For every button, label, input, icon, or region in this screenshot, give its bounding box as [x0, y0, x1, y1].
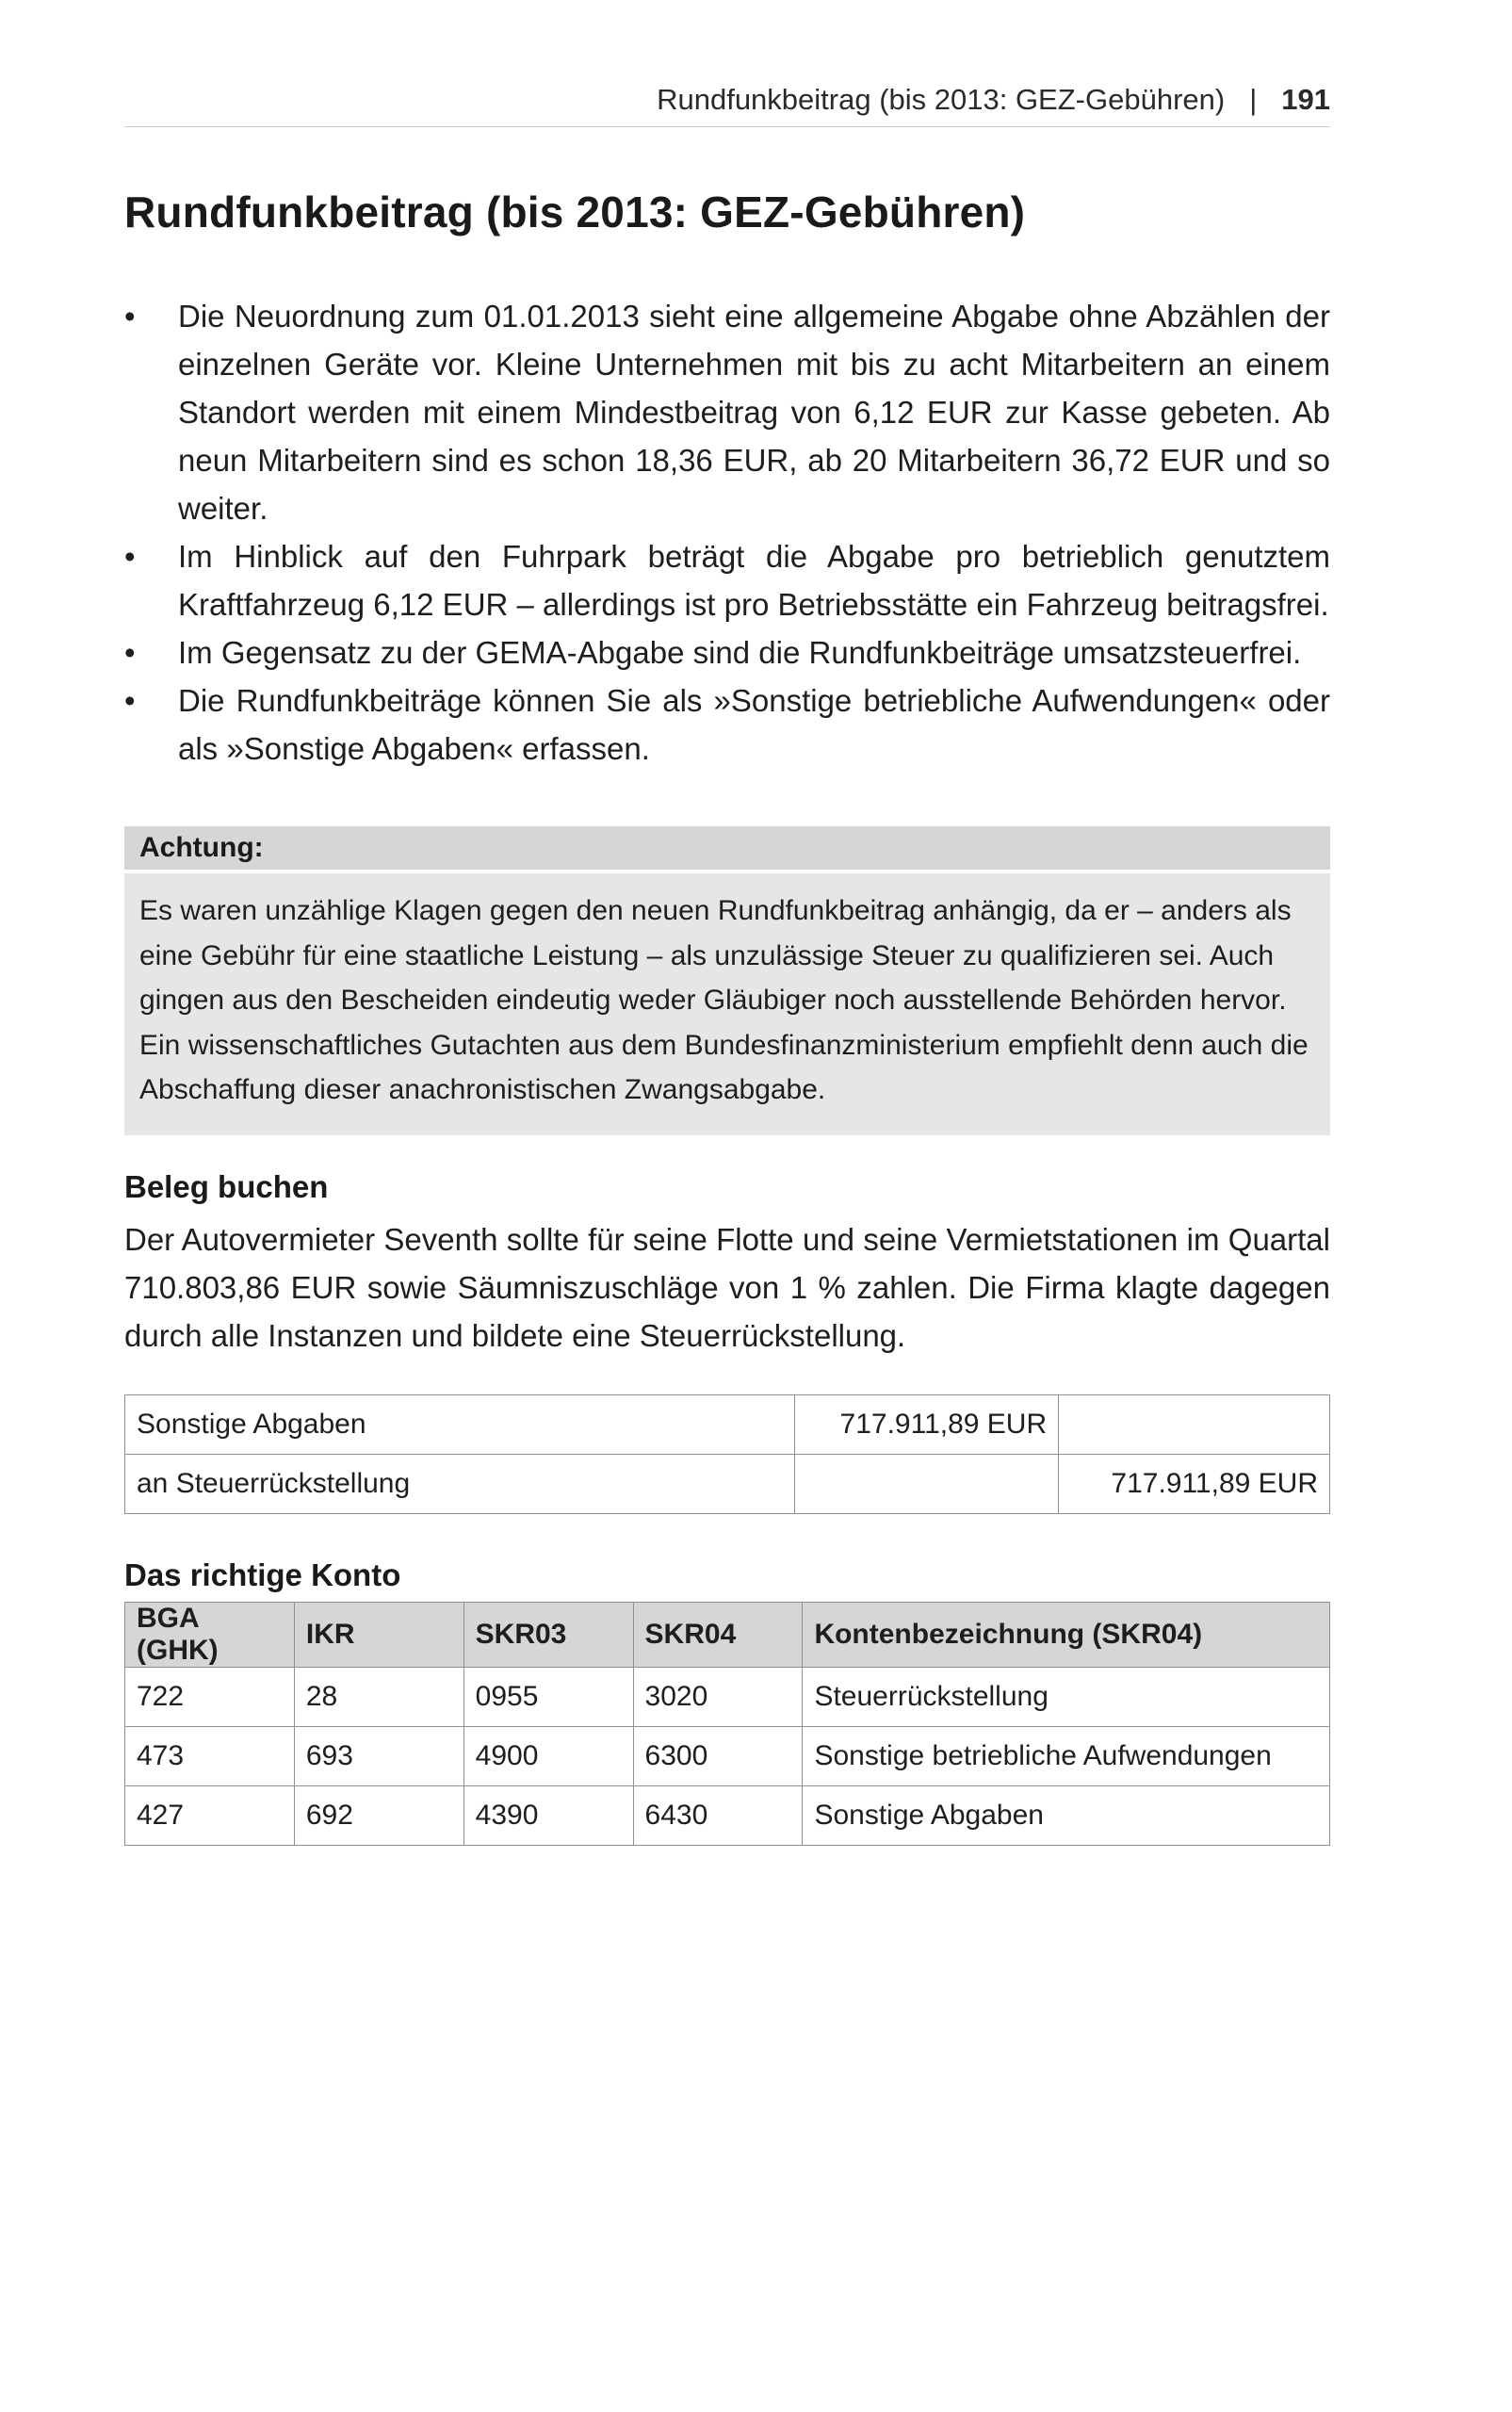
table-row — [125, 1455, 1330, 1514]
table-cell: Sonstige Abgaben — [803, 1786, 1330, 1846]
table-cell: 0955 — [463, 1668, 633, 1727]
booking-account: an Steuerrückstellung — [125, 1455, 795, 1514]
table-cell: 4900 — [463, 1727, 633, 1786]
booking-debit: 717.911,89 EUR — [795, 1395, 1059, 1455]
note-text: Es waren unzählige Klagen gegen den neuen Rundfunkbeitrag anhängig, da er – anders als eine Gebühr für eine staatliche Leistung – als unzulässige Steuer zu qualifizieren sei. Auch gingen aus den Bescheiden eindeutig weder Gläubiger noch ausstellende Behörden hervor. Ein wissenschaftliches Gutachten aus dem Bundesfinanzministerium empfiehlt denn auch die Abschaffung dieser anachronistischen Zwangsabgabe. — [124, 873, 1330, 1135]
bullet-text: Die Rundfunkbeiträge können Sie als »Sonstige betriebliche Aufwendungen« oder als »Sonstige Abgaben« erfassen. — [178, 683, 1330, 766]
table-cell: 473 — [125, 1727, 295, 1786]
running-header-separator: | — [1249, 83, 1258, 116]
konto-table — [124, 1602, 1330, 1846]
bullet-icon: • — [124, 539, 136, 574]
table-cell: 722 — [125, 1668, 295, 1727]
note-heading: Achtung: — [124, 826, 1330, 870]
bullet-text: Im Hinblick auf den Fuhrpark beträgt die Abgabe pro betrieblich genutztem Kraftfahrzeug 6,12 EUR – allerdings ist pro Betriebsstätte ein Fahrzeug beitragsfrei. — [178, 539, 1330, 622]
table-row — [125, 1786, 1330, 1846]
table-cell: 693 — [294, 1727, 463, 1786]
column-header: SKR04 — [633, 1603, 803, 1668]
bullet-list — [124, 292, 1330, 773]
bullet-item — [124, 532, 1330, 628]
booking-credit: 717.911,89 EUR — [1059, 1455, 1330, 1514]
bullet-icon: • — [124, 635, 136, 670]
bullet-icon: • — [124, 299, 136, 334]
column-header: IKR — [294, 1603, 463, 1668]
table-header-row — [125, 1603, 1330, 1668]
beleg-heading: Beleg buchen — [124, 1169, 329, 1204]
running-header-title: Rundfunkbeitrag (bis 2013: GEZ-Gebühren) — [657, 83, 1226, 116]
chapter-title: Rundfunkbeitrag (bis 2013: GEZ-Gebühren) — [124, 187, 1026, 236]
bullet-text: Die Neuordnung zum 01.01.2013 sieht eine allgemeine Abgabe ohne Abzählen der einzelnen Geräte vor. Kleine Unternehmen mit bis zu acht Mitarbeitern an einem Standort werden mit einem Mindestbeitrag von 6,12 EUR zur Kasse gebeten. Ab neun Mitarbeitern sind es schon 18,36 EUR, ab 20 Mitarbeitern 36,72 EUR und so weiter. — [178, 299, 1330, 526]
table-cell: 427 — [125, 1786, 295, 1846]
bullet-item — [124, 628, 1330, 676]
column-header: BGA (GHK) — [125, 1603, 295, 1668]
beleg-text: Der Autovermieter Seventh sollte für seine Flotte und seine Vermietstationen im Quartal 710.803,86 EUR sowie Säumniszuschläge von 1 % zahlen. Die Firma klagte dagegen durch alle Instanzen und bildete eine Steuerrückstellung. — [124, 1222, 1330, 1353]
column-header: SKR03 — [463, 1603, 633, 1668]
konto-heading: Das richtige Konto — [124, 1557, 401, 1592]
bullet-icon: • — [124, 683, 136, 718]
booking-credit — [1059, 1395, 1330, 1455]
bullet-item — [124, 676, 1330, 773]
table-cell: 692 — [294, 1786, 463, 1846]
booking-account: Sonstige Abgaben — [125, 1395, 795, 1455]
table-cell: 6300 — [633, 1727, 803, 1786]
bullet-text: Im Gegensatz zu der GEMA-Abgabe sind die Rundfunkbeiträge umsatzsteuerfrei. — [178, 635, 1302, 670]
table-cell: 28 — [294, 1668, 463, 1727]
booking-table — [124, 1394, 1330, 1514]
page-number: 191 — [1281, 83, 1330, 116]
table-row — [125, 1668, 1330, 1727]
table-row — [125, 1727, 1330, 1786]
booking-debit — [795, 1455, 1059, 1514]
table-cell: Steuerrückstellung — [803, 1668, 1330, 1727]
running-header — [124, 73, 1330, 127]
bullet-item — [124, 292, 1330, 532]
column-header: Kontenbezeichnung (SKR04) — [803, 1603, 1330, 1668]
table-cell: 6430 — [633, 1786, 803, 1846]
table-row — [125, 1395, 1330, 1455]
table-cell: 3020 — [633, 1668, 803, 1727]
table-cell: Sonstige betriebliche Aufwendungen — [803, 1727, 1330, 1786]
table-cell: 4390 — [463, 1786, 633, 1846]
